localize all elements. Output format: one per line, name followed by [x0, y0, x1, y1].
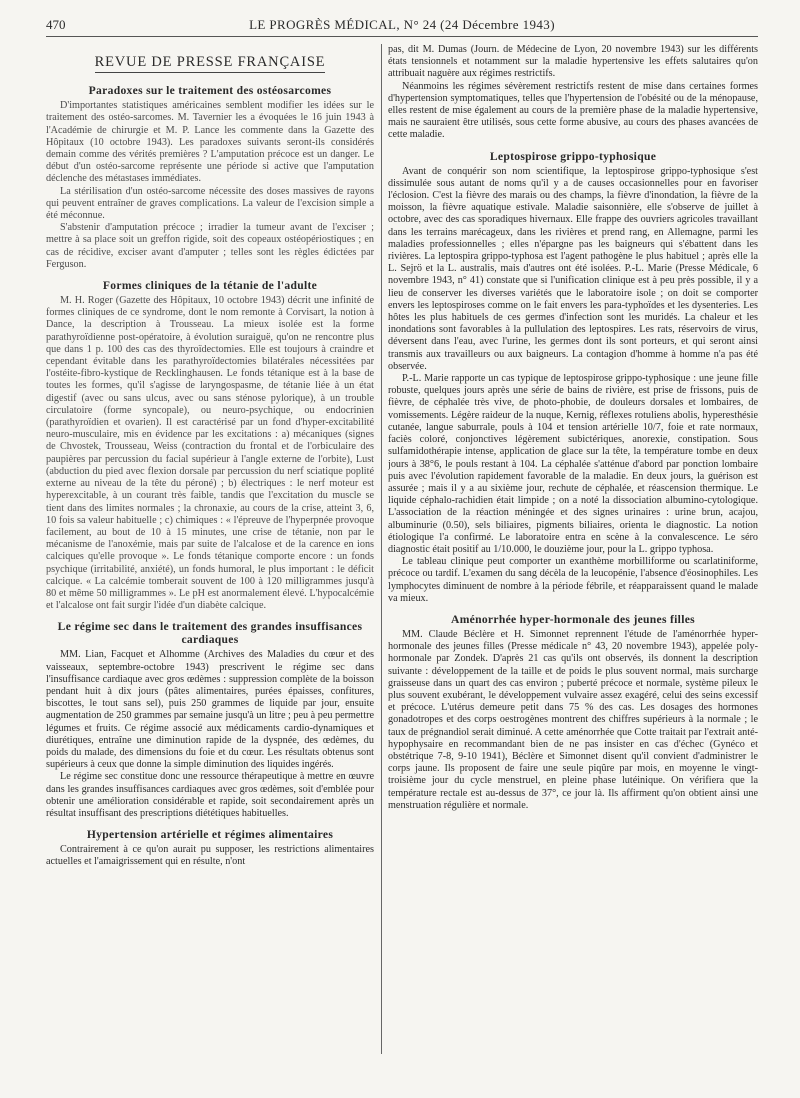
article-paragraph: pas, dit M. Dumas (Journ. de Médecine de Lyon, 20 novembre 1943) sur les différents états tensionnels et notamment sur la maladie hypertensive les effets salutaires qu'on attribuait naguère aux régimes restrictifs. [388, 44, 758, 80]
left-column [46, 44, 374, 1084]
article-paragraph: M. H. Roger (Gazette des Hôpitaux, 10 octobre 1943) décrit une infinité de formes cliniques de ce syndrome, dont le nom remonte à Corvisart, la notion à Dance, la description à Trousseau. La mieux isolée est la forme parathyroïdienne post-opératoire, à évolution suraiguë, qu'on ne rencontre plus que dans 1 p. 100 des cas des thyroïdectomies. Elle est toujours à craindre et cependant évitable dans les parathyroïdectomies bilatérales nécessitées par l'ostéite-fibro-kystique de Recklinghausen. Le fonds tétanique est à la base de toutes les formes, qu'il s'agisse de laryngospasme, de tétanie liée à un état digestif (avec ou sans ulcus, avec ou sans sténose pylorique), à un trouble circulatoire (forme syncopale), ou neuro-psychique, ou endocrinien (parathyroïdien et ovarien). Il est caractérisé par un fond d'hyper-excitabilité neuro-musculaire, mis en évidence par les excitations : a) mécaniques (signes de Chvostek, Trousseau, Weiss (contraction du frontal et de l'orbiculaire des paupières par percussion du facial supérieur à l'angle externe de l'orbite), Lust (abduction du pied avec flexion dorsale par percussion du nerf sciatique poplité externe au niveau de la tête du péroné) ; b) électriques : le nerf moteur est hyperexcitable, à un courant très faible, tandis que l'excitation du muscle se tient dans des limites normales ; la chronaxie, au cours de la crise, atteint 3, 6, 10 fois sa valeur habituelle ; c) chimiques : « l'épreuve de l'hyperpnée provoque facilement, au bout de 10 à 15 minutes, une crise de tétanie, non par le mécanisme de l'anoxémie, mais par suite de l'alcalose et de la carence en ions calciques qu'elle provoque ». Le fonds tétanique comporte encore : un fonds psychique (irritabilité, anxiété), un fonds humoral, le plus important : le déficit calcique. « La calcémie tomberait souvent de 100 à 120 milligrammes jusqu'à 80 et même 50 milligrammes ». Le pH est anormalement élevé. L'hypocalcémie et l'alcalose ont fait surgir l'idée d'un diabète calcique. [46, 295, 374, 612]
article-title: Formes cliniques de la tétanie de l'adulte [102, 279, 318, 293]
article-hypertension [46, 828, 374, 868]
article-title: Le régime sec dans le traitement des grandes insuffisances cardiaques [57, 620, 363, 647]
article-paragraph: Le tableau clinique peut comporter un exanthème morbilliforme ou scarlatiniforme, précoce ou tardif. L'examen du sang décèla de la leucopénie, l'absence d'éosinophiles. Les lymphocytes diminuent de nombre à la période fébrile, et réapparaissent quand le malade va mieux. [388, 556, 758, 604]
running-title: LE PROGRÈS MÉDICAL, N° 24 (24 Décembre 1943) [249, 17, 555, 32]
article-title: Aménorrhée hyper-hormonale des jeunes filles [451, 612, 695, 626]
article-paragraph: Avant de conquérir son nom scientifique, la leptospirose grippo-typhosique s'est dissimulée sous autant de noms qu'il y a de causes occasionnelles pour en favoriser l'éclosion. C'est la fièvre des marais ou des champs, la fièvre d'inondation, la fièvre de la moisson, la fièvre aquatique estivale. Maladie saisonnière, elle s'observe de juillet à octobre, avec des cas sporadiques hivernaux. Elle frappe des ouvriers agricoles travaillant dans les terrains marécageux, dans les rivières et prend rang, en Allemagne, parmi les maladies professionnelles ; elles n'épargne pas les baigneurs qui s'ébattent dans les rivières. La leptospira grippo-typhosa est l'agent pathogène le plus habituel ; après elle la L. Sejrö et la L. australis, mais d'autres ont été isolées. P.-L. Marie (Presse Médicale, 6 novembre 1943, n° 41) constate que si l'unification clinique est à peu près possible, il y a lieu de conserver les diverses variétés que le laboratoire isole ; on doit se comporter envers les leptospiroses comme on le fait envers les para-typhoïdes et les dysenteries. Les hôtes les plus habituels de ces germes d'infection sont les muridés. La chaleur et les inondations sont favorables à la pullulation des leptospires. Les rats, réservoirs de virus, déversent dans l'eau, avec l'urine, les germes dont ils sont porteurs, et qui seront ainsi transmis aux travailleurs ou aux baigneurs. La contagion d'homme à homme n'a pas été observée. [388, 165, 758, 372]
article-title: Leptospirose grippo-typhosique [489, 149, 657, 163]
right-column [388, 44, 758, 1084]
column-divider [381, 44, 382, 1054]
article-title: Paradoxes sur le traitement des ostéosarcomes [88, 84, 332, 98]
article-paragraph: P.-L. Marie rapporte un cas typique de leptospirose grippo-typhosique : une jeune fille robuste, quelques jours après une série de bains de rivière, est prise de frissons, puis de fièvre, de céphalée très vive, de photo-phobie, de douleurs dorsales et lombaires, de vomissements. Légère raideur de la nuque, Kernig, réflexes rotuliens abolis, hyperesthésie cutanée, langue saburrale, pouls à 104 et tension artérielle 10/7, foie et rate normaux, faciès coloré, conjonctives légèrement subictériques, anorexie, constipation. Sous sulfamidothérapie intense, application de glace sur la tête, la température tombe en deux jours à 38°6, le pouls restant à 104. La céphalée s'atténue d'abord par ponction lombaire puis avec l'évolution rapidement favorable de la maladie. En deux jours, la guérison est assurée ; mais il y a au sixième jour, rechute de céphalée, et réascension thermique. Le liquide céphalo-rachidien était limpide ; on a noté la dissociation albumino-cytologique. L'association de la réaction méningée et des signes urinaires : urine brun, acajou, albuminurie (0.50), sels biliaires, pigments biliaires, orienta le diagnostic. La notion étiologique l'a confirmé. Le laboratoire entra en scène à la convalescence. Le séro diagnostic était positif au 1/10.000, le douzième jour, pour la L. grippo typhosa. [388, 373, 758, 555]
article-regime-sec [46, 620, 374, 820]
article-osteosarcomes [46, 84, 374, 271]
page-number: 470 [46, 17, 66, 32]
article-hypertension-continued [388, 44, 758, 142]
article-paragraph: S'abstenir d'amputation précoce ; irradier la tumeur avant de l'exciser ; mettre à sa place soit un greffon rigide, soit des copeaux ostéopériostiques ; en cas de récidive, exciser avant d'amputer ; telles sont les règles édictées par Ferguson. [46, 222, 374, 270]
article-tetanie [46, 279, 374, 612]
article-paragraph: D'importantes statistiques américaines semblent modifier les idées sur le traitement des ostéo-sarcomes. M. Tavernier les a évoquées le 16 juin 1943 à l'Académie de chirurgie et M. P. Lance les commente dans la Gazette des Hôpitaux (10 octobre 1943). Les paradoxes suivants seront-ils considérés demain comme des vérités premières ? L'amputation précoce est un danger. Le début d'un ostéo-sarcome représente une période si active que l'amputation déclenche des métastases immédiates. [46, 100, 374, 185]
article-paragraph: Néanmoins les régimes sévèrement restrictifs restent de mise dans certaines formes d'hypertension symptomatiques, telles que l'hypertension de l'obésité ou de la ménopause, elles restent de mise également au cours de la première phase de la maladie hypertensive, mais ne sauraient être utilisés, sous cette forme abusive, au cours des phases avancées de cette maladie. [388, 80, 758, 141]
article-paragraph: MM. Claude Béclère et H. Simonnet reprennent l'étude de l'aménorrhée hyper-hormonale des jeunes filles (Presse médicale n° 43, 20 novembre 1943), appelée poly-hormonale par Zondek. D'après 21 cas qu'ils ont observés, ils donnent la description suivante : développement de la taille et de poids le plus souvent normal, mais surcharge graisseuse dans un quart des cas environ ; puberté précoce et normale, système pileux le plus souvent exubérant, le développement vulvaire assez exagéré, celui des seins excessif et précoce. L'utérus demeure petit dans 75 % des cas. Les dosages des hormones gonadotropes et des corps oestrogènes montrent des chiffres supérieurs à la normale ; le taux de prégnandiol serait diminué. A cette aménorrhée que Cotte traitait par l'extrait anté-hypophysaire en recommandant bien de ne pas insister en cas d'échec (Gynéco et obstétrique 7-8, 9-10 1941), Béclère et Simonnet disent qu'il convient d'administrer le corps jaune. Ils proposent de faire une seule piqûre par mois, en moyenne le vingt-troisième jour du cycle menstruel, en pleine phase lutéinique. On vérifiera que la température rectale est au-dessus de 37°, ce jour là. Ils affirment qu'on obtient ainsi une menstruation régulière et normale. [388, 628, 758, 811]
running-header [46, 14, 758, 37]
section-title: REVUE DE PRESSE FRANÇAISE [46, 56, 374, 72]
article-title: Hypertension artérielle et régimes alimentaires [86, 828, 334, 842]
article-paragraph: MM. Lian, Facquet et Alhomme (Archives des Maladies du cœur et des vaisseaux, septembre-octobre 1943) prescrivent le régime sec dans l'insuffisance cardiaque avec gros œdèmes : suppression complète de la boisson pendant huit à dix jours (pâtes alimentaires, purées épaisses, confitures, biscottes, le tout sans sel), puis 250 grammes de liquide par jour, ensuite augmentation de 250 grammes par semaine jusqu'à un litre ; peu à peu permettre légumes et fruits. Ce régime associé aux médicaments cardio-dynamiques et diurétiques, entraîne une diminution rapide de la dyspnée, des œdèmes, du poids du malade, des dimensions du foie et du cœur. Les résultats obtenus sont supérieurs à ceux que donne la simple diminution des liquides ingérés. [46, 649, 374, 771]
article-paragraph: Contrairement à ce qu'on aurait pu supposer, les restrictions alimentaires actuelles et l'amaigrissement qui en résulte, n'ont [46, 844, 374, 868]
article-paragraph: Le régime sec constitue donc une ressource thérapeutique à mettre en œuvre dans les grandes insuffisances cardiaques avec gros œdèmes, soit d'emblée pour obtenir une amélioration considérable et rapide, soit secondairement après un résultat insuffisant des prescriptions diététiques habituelles. [46, 771, 374, 819]
article-leptospirose [388, 150, 758, 605]
article-amenorrhee [388, 613, 758, 812]
article-paragraph: La stérilisation d'un ostéo-sarcome nécessite des doses massives de rayons qui peuvent entraîner de graves complications. La valeur de l'excision simple a été méconnue. [46, 185, 374, 222]
